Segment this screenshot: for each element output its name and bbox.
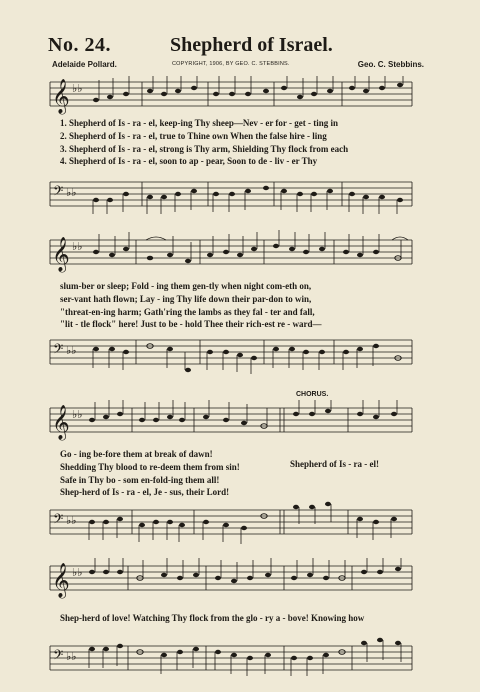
- system1-treble-staff: [0, 76, 480, 116]
- verse2-line1: 2. Shepherd of Is - ra - el, true to Thine own When the false hire - ling: [60, 130, 327, 141]
- verse2-line3: Shedding Thy blood to re-deem them from sin!: [60, 461, 240, 472]
- system4-treble-staff: [0, 558, 480, 602]
- system3-treble-staff: [0, 400, 480, 446]
- system2-treble-staff: [0, 230, 480, 278]
- svg-text:𝄞: 𝄞: [52, 79, 70, 114]
- verse4-line3: Shep-herd of Is - ra - el, Je - sus, their Lord!: [60, 487, 230, 498]
- svg-text:𝄞: 𝄞: [52, 237, 70, 272]
- svg-text:𝄢: 𝄢: [53, 513, 64, 530]
- verse3-line1: 3. Shepherd of Is - ra - el, strong is Thy arm, Shielding Thy flock from each: [60, 143, 349, 154]
- refrain-line: Shep-herd of love! Watching Thy flock from the glo - ry a - bove! Knowing how: [60, 613, 365, 623]
- svg-text:♭♭: ♭♭: [66, 651, 77, 663]
- svg-text:𝄞: 𝄞: [52, 405, 70, 440]
- svg-text:𝄢: 𝄢: [53, 185, 64, 202]
- verse2-line2: ser-vant hath flown; Lay - ing Thy life down their par-don to win,: [60, 293, 312, 304]
- svg-text:𝄞: 𝄞: [52, 563, 70, 598]
- system2-bass-staff: [0, 334, 480, 380]
- system3-bass-staff: [0, 502, 480, 546]
- author-credit: Adelaide Pollard.: [52, 60, 117, 69]
- system3-lyrics: [60, 448, 292, 499]
- svg-text:𝄢: 𝄢: [53, 649, 64, 666]
- hymn-number: No. 24.: [48, 34, 111, 56]
- verse4-line2: "lit - tle flock" here! Just to be - hold Thee their rich-est re - ward—: [60, 319, 322, 330]
- hymn-title: Shepherd of Israel.: [170, 34, 333, 56]
- svg-text:𝄢: 𝄢: [53, 343, 64, 360]
- svg-text:♭♭: ♭♭: [72, 83, 83, 95]
- system2-lyrics: [60, 280, 420, 331]
- credits-line: [52, 60, 424, 72]
- verse3-line3: Safe in Thy bo - som en-fold-ing them all!: [60, 474, 220, 485]
- system1-lyrics: [60, 117, 420, 168]
- chorus-lyric: Shepherd of Is - ra - el!: [290, 459, 379, 469]
- verse4-line1: 4. Shepherd of Is - ra - el, soon to ap - pear, Soon to de - liv - er Thy: [60, 156, 318, 167]
- svg-text:♭♭: ♭♭: [66, 187, 77, 199]
- verse3-line2: "threat-en-ing harm; Gath'ring the lambs as they fal - ter and fall,: [60, 306, 315, 317]
- svg-text:♭♭: ♭♭: [66, 345, 77, 357]
- hymn-header: [0, 30, 480, 62]
- svg-text:♭♭: ♭♭: [72, 567, 83, 579]
- svg-text:♭♭: ♭♭: [72, 241, 83, 253]
- svg-text:♭♭: ♭♭: [66, 515, 77, 527]
- system4-lyrics: [60, 612, 420, 625]
- composer-credit: Geo. C. Stebbins.: [357, 60, 424, 69]
- verse1-line3: Go - ing be-fore them at break of dawn!: [60, 449, 213, 459]
- copyright-notice: COPYRIGHT, 1906, BY GEO. C. STEBBINS.: [172, 61, 290, 67]
- verse1-line2: slum-ber or sleep; Fold - ing them gen-tly when night com-eth on,: [60, 281, 312, 291]
- chorus-label: CHORUS.: [296, 391, 329, 398]
- system1-bass-staff: [0, 174, 480, 214]
- system4-bass-staff: [0, 636, 480, 686]
- svg-text:♭♭: ♭♭: [72, 409, 83, 421]
- verse1-line1: 1. Shepherd of Is - ra - el, keep-ing Thy sheep—Nev - er for - get - ting in: [60, 118, 338, 128]
